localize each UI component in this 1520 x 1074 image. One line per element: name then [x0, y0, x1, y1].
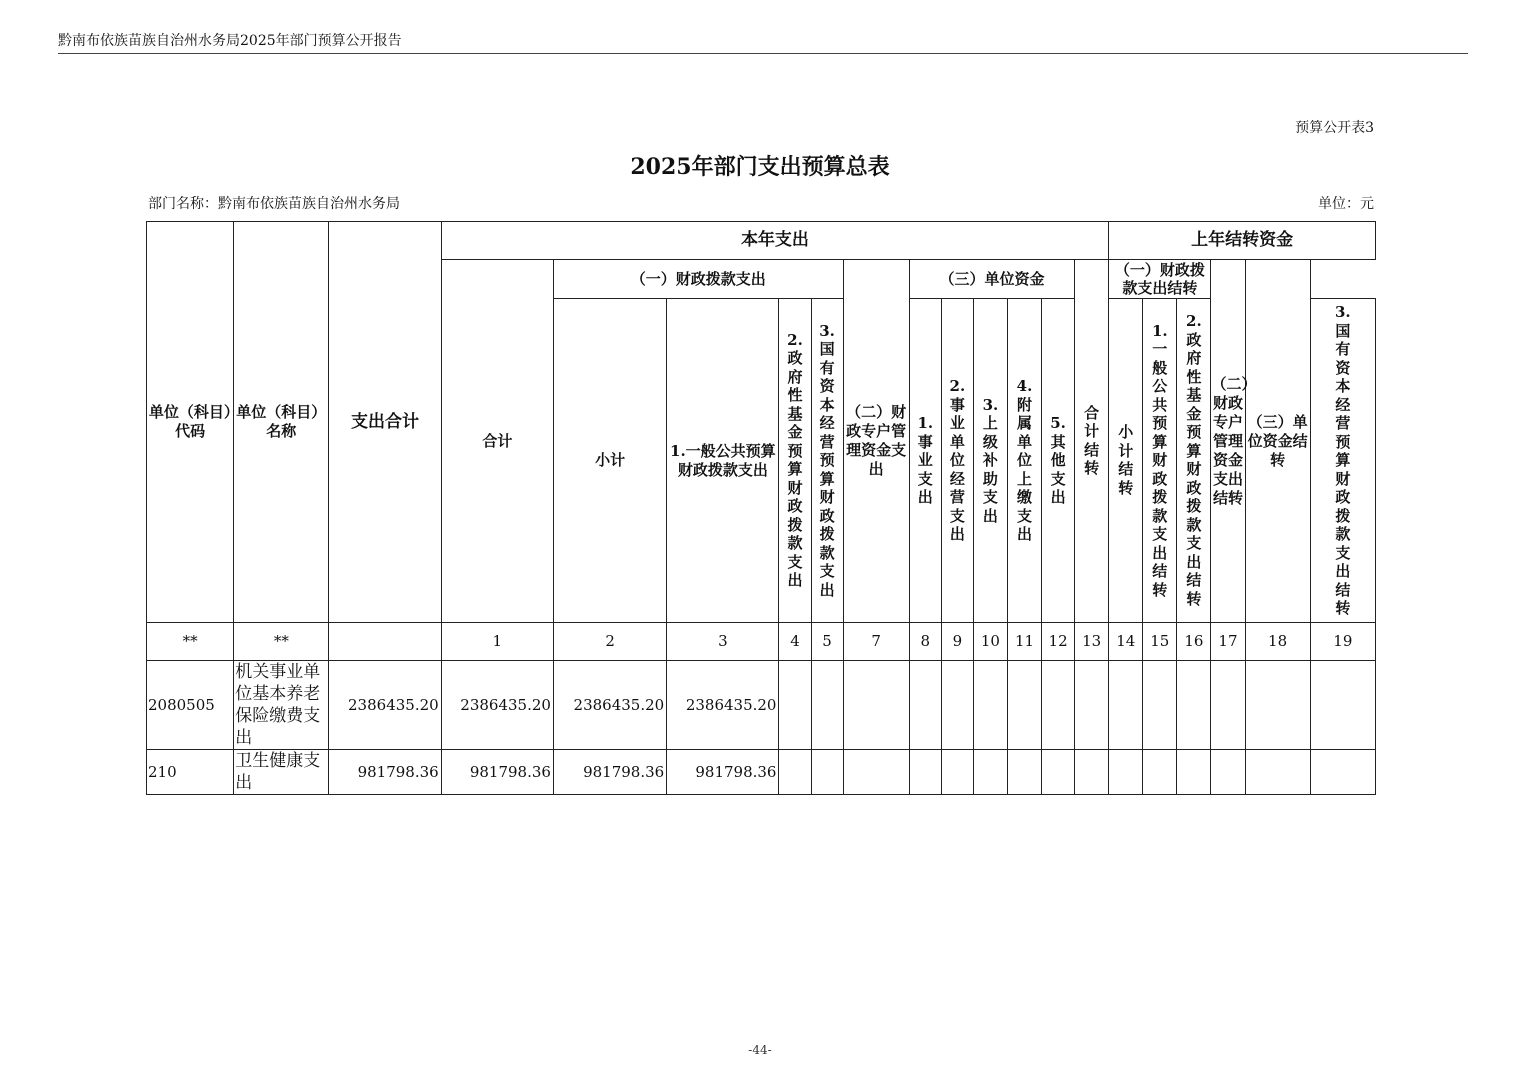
header-unit-funds: （三）单位资金 — [909, 260, 1074, 299]
row-current-total: 981798.36 — [441, 750, 553, 795]
header-prior-year: 上年结转资金 — [1109, 222, 1376, 260]
col-num: 4 — [779, 623, 811, 661]
col-num: 9 — [941, 623, 973, 661]
col-num: ** — [147, 623, 234, 661]
row-current-total: 2386435.20 — [441, 661, 553, 750]
col-num: 8 — [909, 623, 941, 661]
col-num: 3 — [667, 623, 779, 661]
col-num: 13 — [1075, 623, 1109, 661]
col-num: 19 — [1310, 623, 1375, 661]
header-carry-fiscal: （一）财政拨款支出结转 — [1109, 260, 1211, 299]
col-num: 7 — [843, 623, 909, 661]
header-carry-subtotal: 小计结转 — [1109, 299, 1143, 623]
col-num: 12 — [1042, 623, 1075, 661]
col-num: 18 — [1245, 623, 1310, 661]
row-total: 981798.36 — [329, 750, 441, 795]
header-unit-name: 单位（科目）名称 — [234, 222, 329, 623]
header-state-capital: 3.国有资本经营预算财政拨款支出 — [811, 299, 843, 623]
header-subsidy: 3.上级补助支出 — [973, 299, 1007, 623]
row-subtotal: 2386435.20 — [553, 661, 666, 750]
col-num — [329, 623, 441, 661]
department-name: 部门名称：黔南布依族苗族自治州水务局 — [148, 196, 400, 212]
running-header: 黔南布依族苗族自治州水务局2025年部门预算公开报告 — [58, 33, 402, 49]
header-carry-state: 3.国有资本经营预算财政拨款支出结转 — [1310, 299, 1375, 623]
header-current-year: 本年支出 — [441, 222, 1109, 260]
table-row — [147, 661, 1376, 750]
header-unit-code: 单位（科目）代码 — [147, 222, 234, 623]
row-name: 卫生健康支出 — [234, 750, 329, 795]
col-num: 2 — [553, 623, 666, 661]
col-num: 10 — [973, 623, 1007, 661]
col-num: ** — [234, 623, 329, 661]
table-number: 预算公开表3 — [1295, 120, 1374, 136]
column-number-row — [147, 623, 1376, 661]
table-row — [147, 750, 1376, 795]
col-num: 15 — [1143, 623, 1177, 661]
header-special-fund: （二）财政专户管理资金支出 — [843, 260, 909, 623]
row-code: 210 — [147, 750, 234, 795]
col-num: 5 — [811, 623, 843, 661]
row-general-public: 2386435.20 — [667, 661, 779, 750]
header-total: 支出合计 — [329, 222, 441, 623]
header-rule — [58, 53, 1468, 54]
header-general-public: 1.一般公共预算财政拨款支出 — [667, 299, 779, 623]
header-carry-gov-fund: 2.政府性基金预算财政拨款支出结转 — [1177, 299, 1211, 623]
header-operating: 2.事业单位经营支出 — [941, 299, 973, 623]
col-num: 17 — [1211, 623, 1245, 661]
header-subtotal: 小计 — [553, 299, 666, 623]
currency-unit: 单位：元 — [1318, 196, 1374, 212]
col-num: 1 — [441, 623, 553, 661]
header-carry-total: 合计结转 — [1075, 260, 1109, 623]
row-name: 机关事业单位基本养老保险缴费支出 — [234, 661, 329, 750]
col-num: 16 — [1177, 623, 1211, 661]
col-num: 14 — [1109, 623, 1143, 661]
row-general-public: 981798.36 — [667, 750, 779, 795]
col-num: 11 — [1007, 623, 1041, 661]
header-carry-unit: （三）单位资金结转 — [1245, 260, 1310, 623]
row-code: 2080505 — [147, 661, 234, 750]
header-fiscal-group: （一）财政拨款支出 — [553, 260, 843, 299]
header-current-total: 合计 — [441, 260, 553, 623]
budget-table — [146, 221, 1376, 795]
page-number: -44- — [748, 1043, 772, 1057]
document-title: 2025年部门支出预算总表 — [630, 154, 890, 180]
header-business: 1.事业支出 — [909, 299, 941, 623]
header-carry-general: 1.一般公共预算财政拨款支出结转 — [1143, 299, 1177, 623]
header-affiliated: 4.附属单位上缴支出 — [1007, 299, 1041, 623]
row-subtotal: 981798.36 — [553, 750, 666, 795]
header-gov-fund: 2.政府性基金预算财政拨款支出 — [779, 299, 811, 623]
row-total: 2386435.20 — [329, 661, 441, 750]
header-carry-special: （二）财政专户管理资金支出结转 — [1211, 260, 1245, 623]
header-other: 5.其他支出 — [1042, 299, 1075, 623]
